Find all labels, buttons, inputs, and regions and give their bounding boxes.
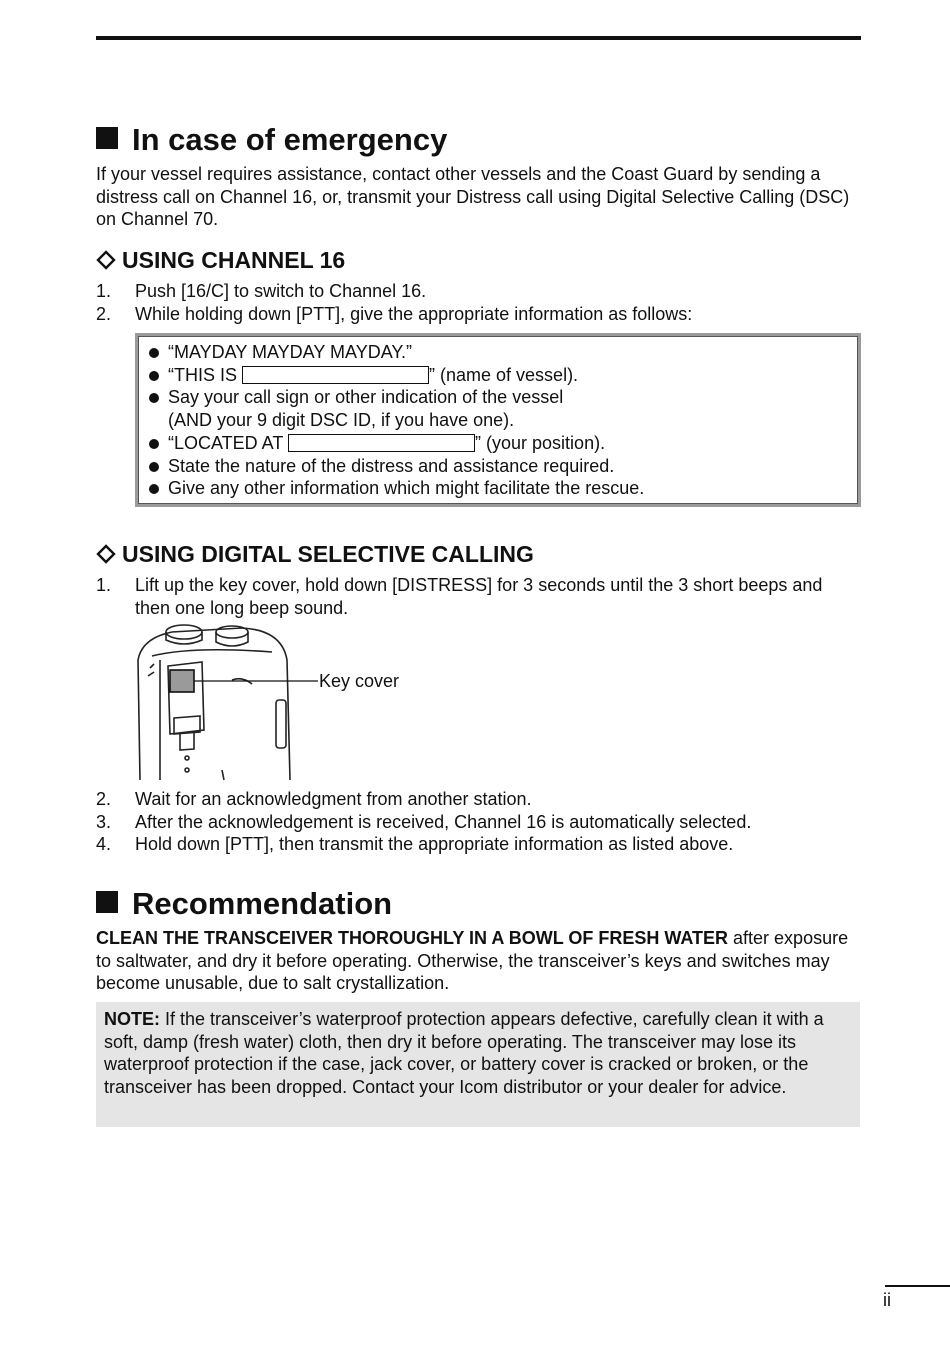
list-item: 2. Wait for an acknowledgment from another station.: [96, 789, 532, 809]
square-bullet-icon: [96, 891, 118, 913]
position-blank: [288, 434, 475, 452]
emergency-intro: If your vessel requires assistance, contact other vessels and the Coast Guard by sending a distress call on Channel 16, or, transmit your Distress call using Digital Selective Calling (DSC) on Channel 70.: [96, 164, 850, 230]
channel16-steps: [96, 280, 861, 325]
list-item: Give any other information which might facilitate the rescue.: [146, 477, 856, 500]
list-item: 3. After the acknowledgement is received, Channel 16 is automatically selected.: [96, 811, 752, 832]
list-item: 2. While holding down [PTT], give the appropriate information as follows:: [96, 303, 693, 324]
note-text: NOTE: If the transceiver’s waterproof protection appears defective, carefully clean it with a soft, damp (fresh water) cloth, then dry it before operating. The transceiver may lose its waterproof protection if the case, jack cover, or battery cover is cracked or broken, or the transceiver has been dropped. Contact your Icom distributor or your dealer for advice.: [104, 1009, 824, 1098]
list-item: 1. Lift up the key cover, hold down [DISTRESS] for 3 seconds until the 3 short beeps and then one long beep sound.: [96, 575, 823, 618]
bullet-dot-icon: [149, 439, 159, 449]
bullet-dot-icon: [149, 371, 159, 381]
subheading-channel-16: USING CHANNEL 16: [96, 246, 345, 274]
bullet-dot-icon: [149, 393, 159, 403]
bullet-dot-icon: [149, 484, 159, 494]
list-item: State the nature of the distress and assistance required.: [146, 455, 856, 478]
list-item: Say your call sign or other indication of the vessel (AND your 9 digit DSC ID, if you have one).: [146, 386, 856, 431]
vessel-name-blank: [242, 366, 429, 384]
transceiver-key-cover-illustration: [132, 620, 432, 782]
dsc-steps-after: [96, 788, 861, 856]
mayday-script-list: [146, 341, 856, 500]
subheading-dsc: USING DIGITAL SELECTIVE CALLING: [96, 540, 534, 568]
top-rule: [96, 36, 861, 40]
key-cover-label: Key cover: [319, 671, 400, 691]
recommendation-body: CLEAN THE TRANSCEIVER THOROUGHLY IN A BOWL OF FRESH WATER after exposure to saltwater, and dry it before operating. Otherwise, the transceiver’s keys and switches may become unusable, due to salt crystallization.: [96, 928, 849, 994]
bullet-dot-icon: [149, 462, 159, 472]
list-item: “MAYDAY MAYDAY MAYDAY.”: [146, 341, 856, 364]
list-item: 4. Hold down [PTT], then transmit the appropriate information as listed above.: [96, 834, 734, 855]
square-bullet-icon: [96, 127, 118, 149]
section-heading-emergency: In case of emergency: [96, 122, 447, 158]
page-number-rule: [885, 1285, 950, 1287]
bullet-dot-icon: [149, 348, 159, 358]
section-heading-recommendation: Recommendation: [96, 886, 392, 922]
list-item: 1. Push [16/C] to switch to Channel 16.: [96, 281, 427, 301]
list-item: “THIS IS ” (name of vessel).: [146, 364, 856, 387]
list-item: “LOCATED AT ” (your position).: [146, 432, 856, 455]
diamond-outline-icon: [96, 250, 116, 270]
page-number: ii: [883, 1290, 891, 1310]
diamond-outline-icon: [96, 544, 116, 564]
dsc-step-1: [96, 574, 861, 619]
